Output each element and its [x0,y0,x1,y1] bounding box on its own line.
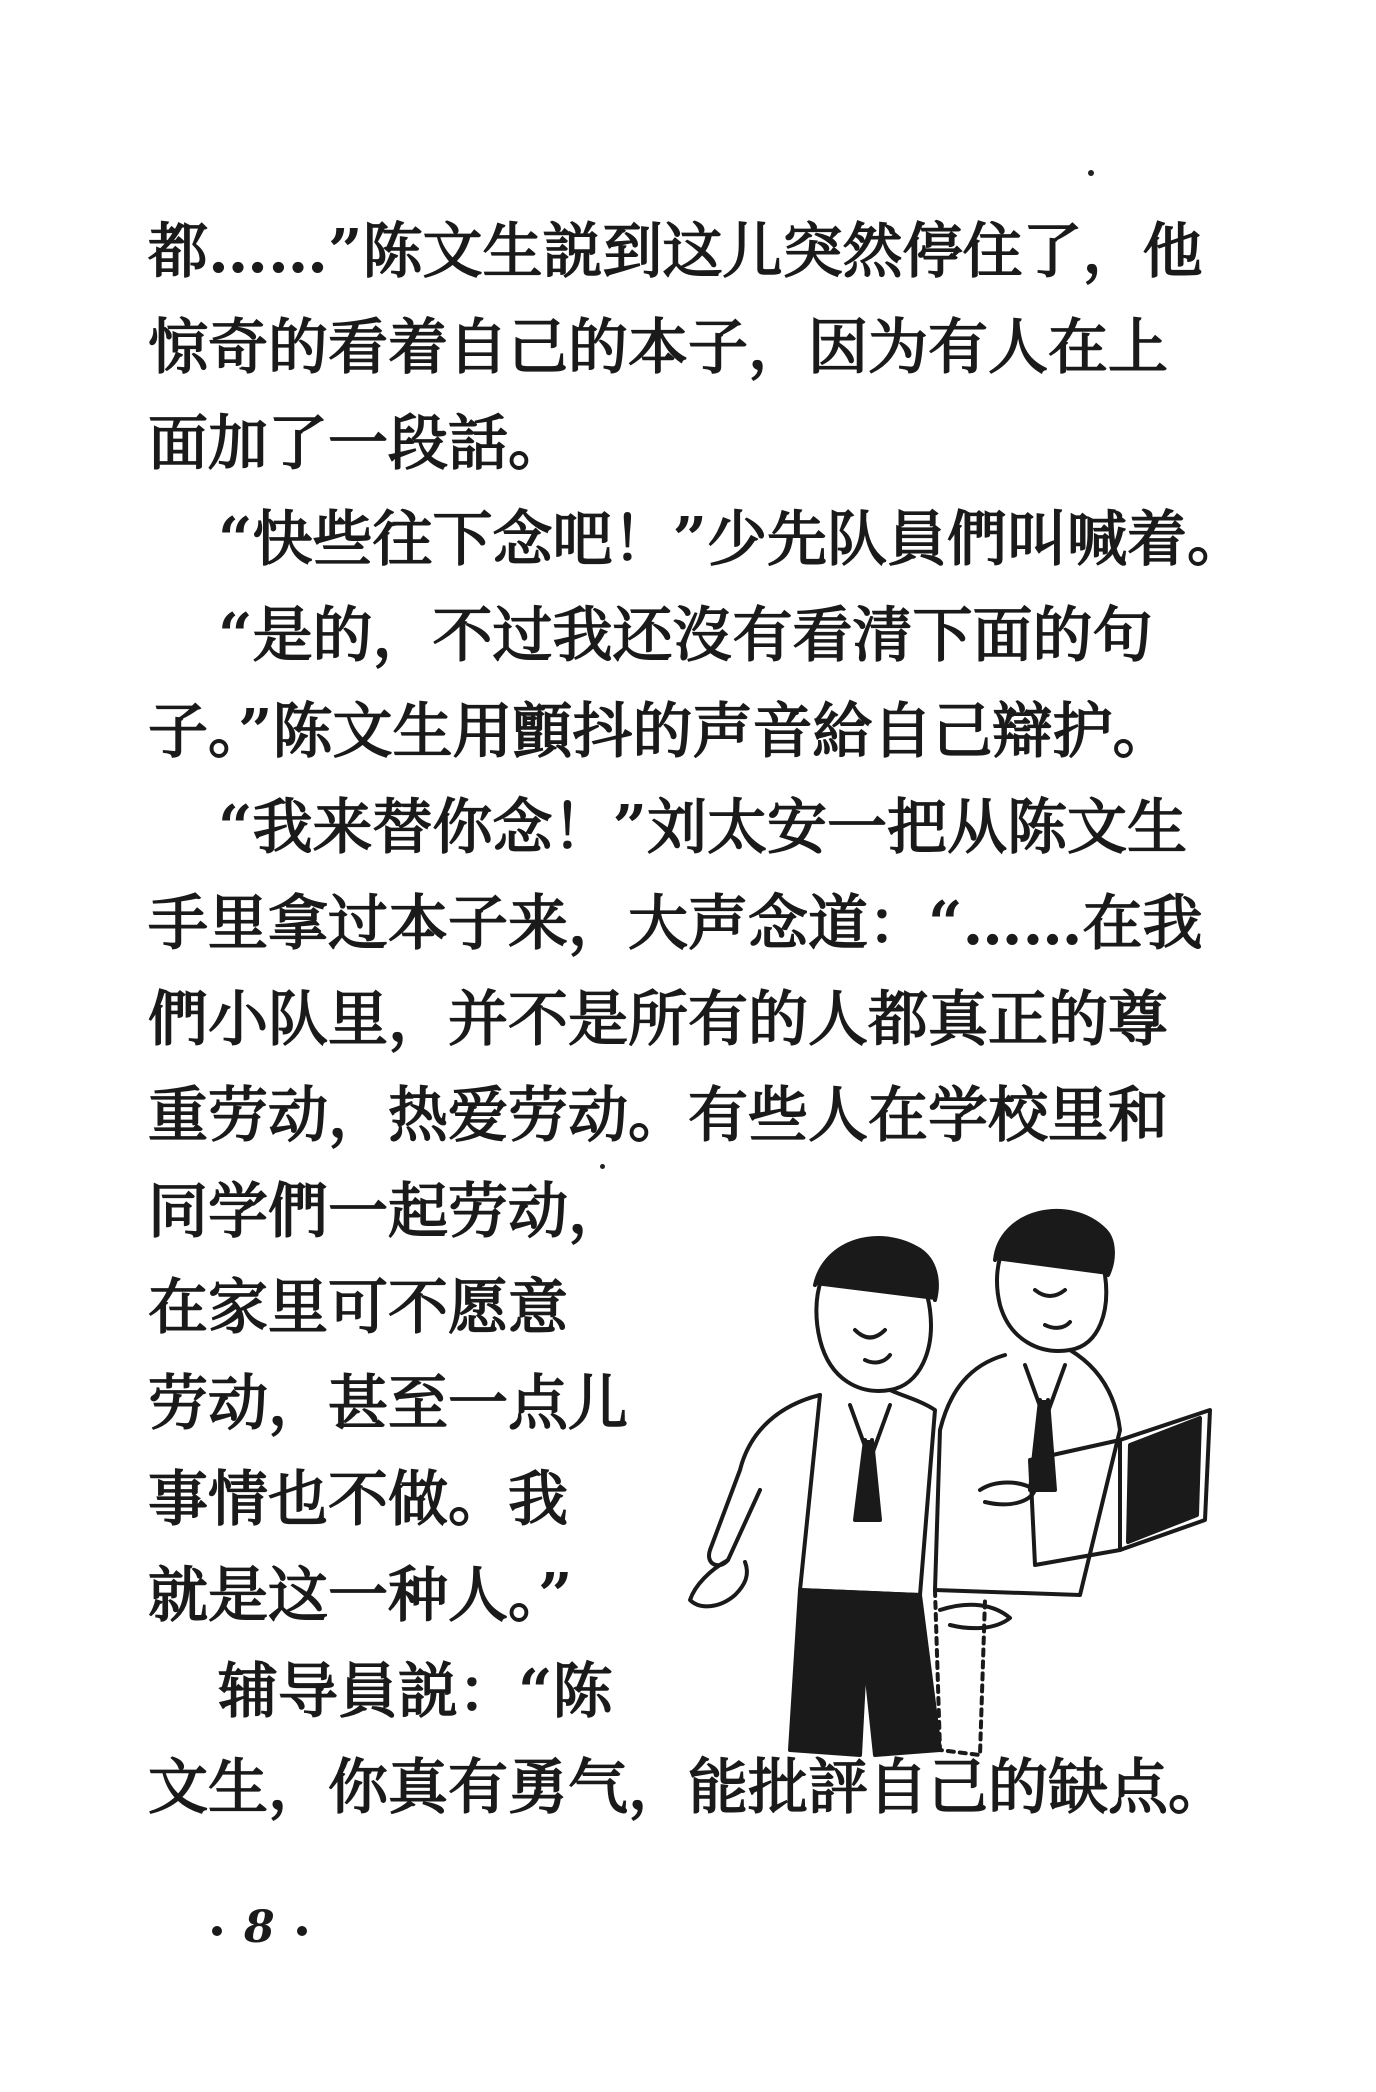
text-line-5: “是的，不过我还沒有看清下面的句 [218,601,1153,671]
text-line-4: “快些往下念吧！”少先队員們叫喊着。 [218,505,1248,575]
bullet-dot-right [297,1926,307,1936]
text-line-7: “我来替你念！”刘太安一把从陈文生 [218,793,1188,863]
text-line-6: 子。”陈文生用顫抖的声音給自己辯护。 [148,697,1173,767]
text-line-1: 都……”陈文生説到这儿突然停住了，他 [148,217,1203,287]
wrap-line-4: 事情也不做。我 [148,1465,568,1535]
print-speck [600,1164,605,1169]
text-line-2: 惊奇的看着自己的本子，因为有人在上 [148,313,1168,383]
wrap-line-6: 辅导員説：“陈 [218,1657,613,1727]
wrap-line-5: 就是这一种人。” [148,1561,573,1631]
text-line-10: 重劳动，热爱劳动。有些人在学校里和 [148,1081,1168,1151]
text-line-last: 文生，你真有勇气，能批評自己的缺点。 [148,1753,1228,1823]
page-number-value: 8 [244,1902,275,1953]
wrap-line-2: 在家里可不愿意 [148,1273,568,1343]
print-speck [1088,170,1094,176]
wrap-line-1: 同学們一起劳动， [148,1177,628,1247]
text-line-9: 們小队里，并不是所有的人都真正的尊 [148,985,1168,1055]
two-boys-reading-illustration [650,1190,1260,1770]
text-line-8: 手里拿过本子来，大声念道：“……在我 [148,889,1203,959]
bullet-dot-left [212,1926,222,1936]
wrap-line-3: 劳动，甚至一点儿 [148,1369,628,1439]
text-line-3: 面加了一段話。 [148,409,568,479]
page-number [190,1902,329,1953]
